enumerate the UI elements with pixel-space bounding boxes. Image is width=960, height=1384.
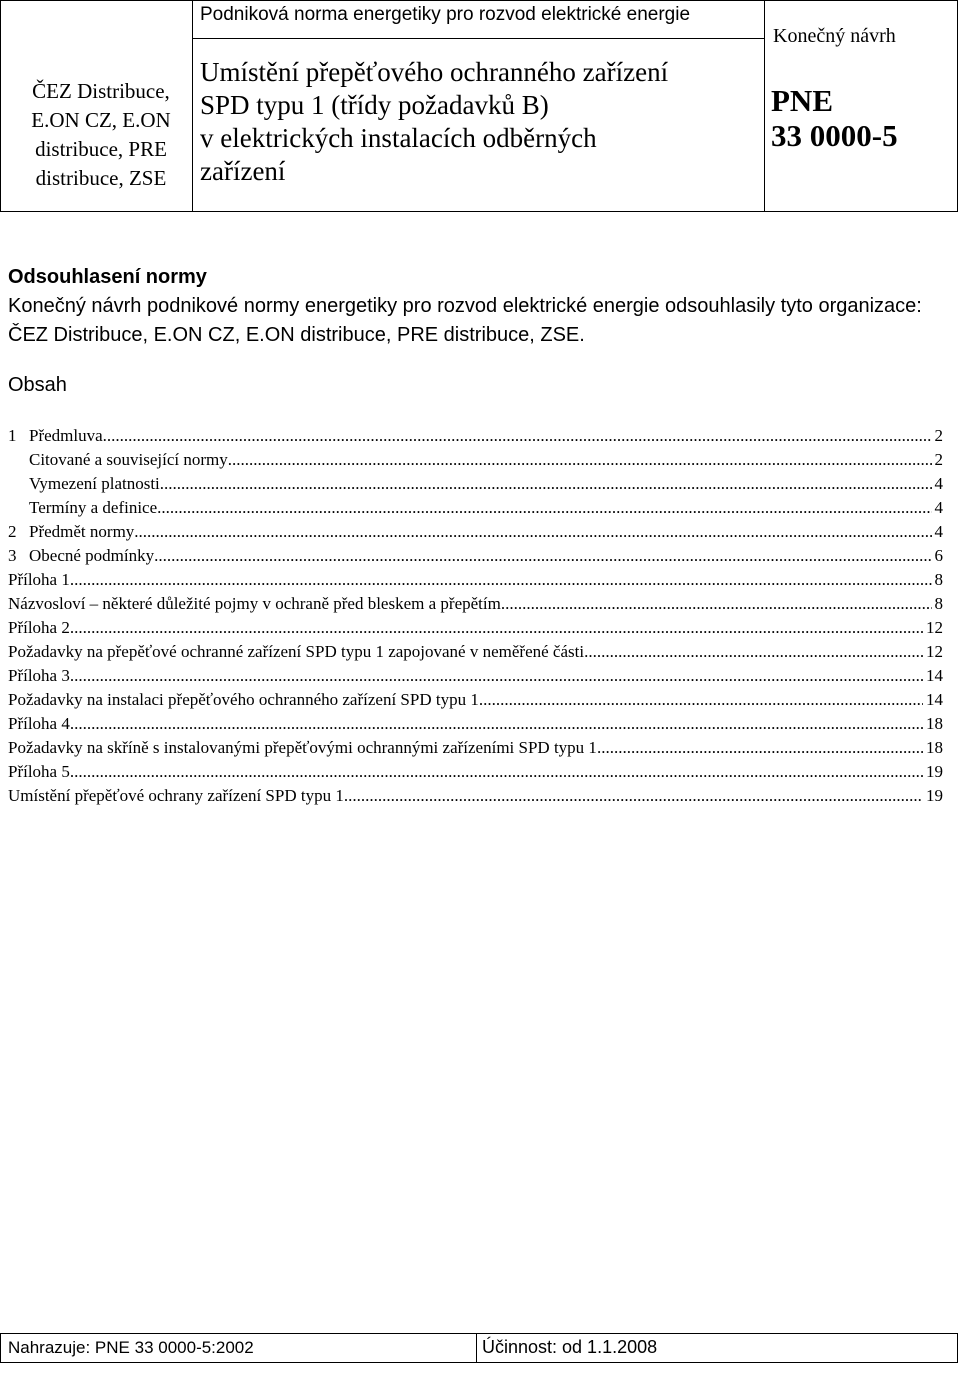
toc-entry-page: 19	[926, 786, 943, 805]
toc-entry-title: Požadavky na přepěťové ochranné zařízení SPD typu 1 zapojované v neměřené části	[8, 642, 585, 661]
header-code-cell	[765, 1, 959, 211]
toc-leader-dots	[70, 568, 932, 592]
toc-leader-dots	[70, 760, 923, 784]
toc-entry-page: 2	[934, 450, 943, 469]
toc-entry-title: Předmluva	[29, 426, 103, 445]
toc-entry-page: 6	[934, 546, 943, 565]
document-code: PNE 33 0000-5	[771, 83, 898, 153]
toc-leader-dots	[479, 688, 923, 712]
toc-entry-title: Termíny a definice	[29, 498, 158, 517]
toc-entry[interactable]	[8, 616, 943, 640]
toc-entry[interactable]	[8, 712, 943, 736]
agreement-heading: Odsouhlasení normy	[8, 266, 207, 288]
toc-entry[interactable]	[8, 760, 943, 784]
toc-entry-page: 14	[926, 666, 943, 685]
toc-entry-page: 18	[926, 714, 943, 733]
toc-entry[interactable]	[8, 424, 943, 448]
toc-entry[interactable]	[8, 592, 943, 616]
toc-entry-title: Obecné podmínky	[29, 546, 155, 565]
toc-leader-dots	[228, 448, 932, 472]
toc-entry-title: Vymezení platnosti	[29, 474, 160, 493]
toc-entry[interactable]	[8, 688, 943, 712]
toc-entry-title: Předmět normy	[29, 522, 135, 541]
toc-leader-dots	[160, 472, 932, 496]
toc-entry-page: 8	[934, 594, 943, 613]
toc-entry-title: Příloha 1	[8, 570, 70, 589]
toc-entry[interactable]	[8, 784, 943, 808]
toc-entry-title: Požadavky na instalaci přepěťového ochranného zařízení SPD typu 1	[8, 690, 479, 709]
document-title: Umístění přepěťového ochranného zařízení SPD typu 1 (třídy požadavků B) v elektrických instalacích odběrných zařízení	[200, 57, 669, 186]
toc-entry[interactable]	[8, 544, 943, 568]
toc-leader-dots	[157, 496, 931, 520]
toc-leader-dots	[505, 592, 931, 616]
toc-entry[interactable]	[8, 472, 943, 496]
toc-entry-title: Názvosloví – některé důležité pojmy v ochraně před bleskem a přepětím.	[8, 594, 506, 613]
agreement-text: Konečný návrh podnikové normy energetiky pro rozvod elektrické energie odsouhlasily tyto organizace: ČEZ Distribuce, E.ON CZ, E.ON distribuce, PRE distribuce, ZSE.	[8, 295, 922, 346]
toc-entry[interactable]	[8, 568, 943, 592]
toc-leader-dots	[597, 736, 923, 760]
footer-table	[0, 1333, 958, 1363]
header-organizations-cell	[1, 1, 193, 211]
toc-entry-title: Příloha 2	[8, 618, 70, 637]
toc-entry[interactable]	[8, 640, 943, 664]
toc-leader-dots	[584, 640, 923, 664]
toc-entry-number: 3	[8, 546, 17, 565]
toc-entry[interactable]	[8, 496, 943, 520]
toc-entry-page: 8	[934, 570, 943, 589]
header-table	[0, 0, 958, 212]
agreement-section	[8, 262, 948, 398]
toc-leader-dots	[103, 424, 932, 448]
norm-category: Podniková norma energetiky pro rozvod elektrické energie	[193, 1, 764, 39]
toc-entry-number: 1	[8, 426, 17, 445]
toc-entry[interactable]	[8, 736, 943, 760]
toc-entry-title: Příloha 3	[8, 666, 70, 685]
toc-entry-page: 4	[934, 474, 943, 493]
toc-entry-page: 18	[926, 738, 943, 757]
table-of-contents	[8, 424, 943, 808]
replaces-note: Nahrazuje: PNE 33 0000-5:2002	[1, 1334, 477, 1362]
toc-entry[interactable]	[8, 664, 943, 688]
header-title-cell	[193, 1, 765, 211]
toc-leader-dots	[154, 544, 931, 568]
document-status: Konečný návrh	[773, 25, 896, 47]
toc-entry-title: Příloha 5	[8, 762, 70, 781]
toc-leader-dots	[70, 664, 923, 688]
toc-entry[interactable]	[8, 520, 943, 544]
toc-entry-page: 12	[926, 642, 943, 661]
toc-leader-dots	[134, 520, 931, 544]
toc-entry-page: 4	[934, 522, 943, 541]
toc-leader-dots	[70, 616, 923, 640]
toc-entry-page: 4	[934, 498, 943, 517]
toc-entry-page: 2	[934, 426, 943, 445]
toc-leader-dots	[70, 712, 923, 736]
toc-entry-number: 2	[8, 522, 17, 541]
toc-entry-title: Požadavky na skříně s instalovanými přepěťovými ochrannými zařízeními SPD typu 1	[8, 738, 597, 757]
effective-date: Účinnost: od 1.1.2008	[482, 1337, 658, 1357]
toc-entry-title: Příloha 4	[8, 714, 70, 733]
toc-leader-dots	[344, 784, 923, 808]
organizations-list: ČEZ Distribuce, E.ON CZ, E.ON distribuce, PRE distribuce, ZSE	[31, 79, 171, 190]
toc-entry-page: 19	[926, 762, 943, 781]
toc-entry-title: Citované a související normy	[29, 450, 228, 469]
toc-heading: Obsah	[8, 374, 67, 396]
toc-entry-title: Umístění přepěťové ochrany zařízení SPD typu 1	[8, 786, 344, 805]
toc-entry[interactable]	[8, 448, 943, 472]
toc-entry-page: 14	[926, 690, 943, 709]
toc-entry-page: 12	[926, 618, 943, 637]
